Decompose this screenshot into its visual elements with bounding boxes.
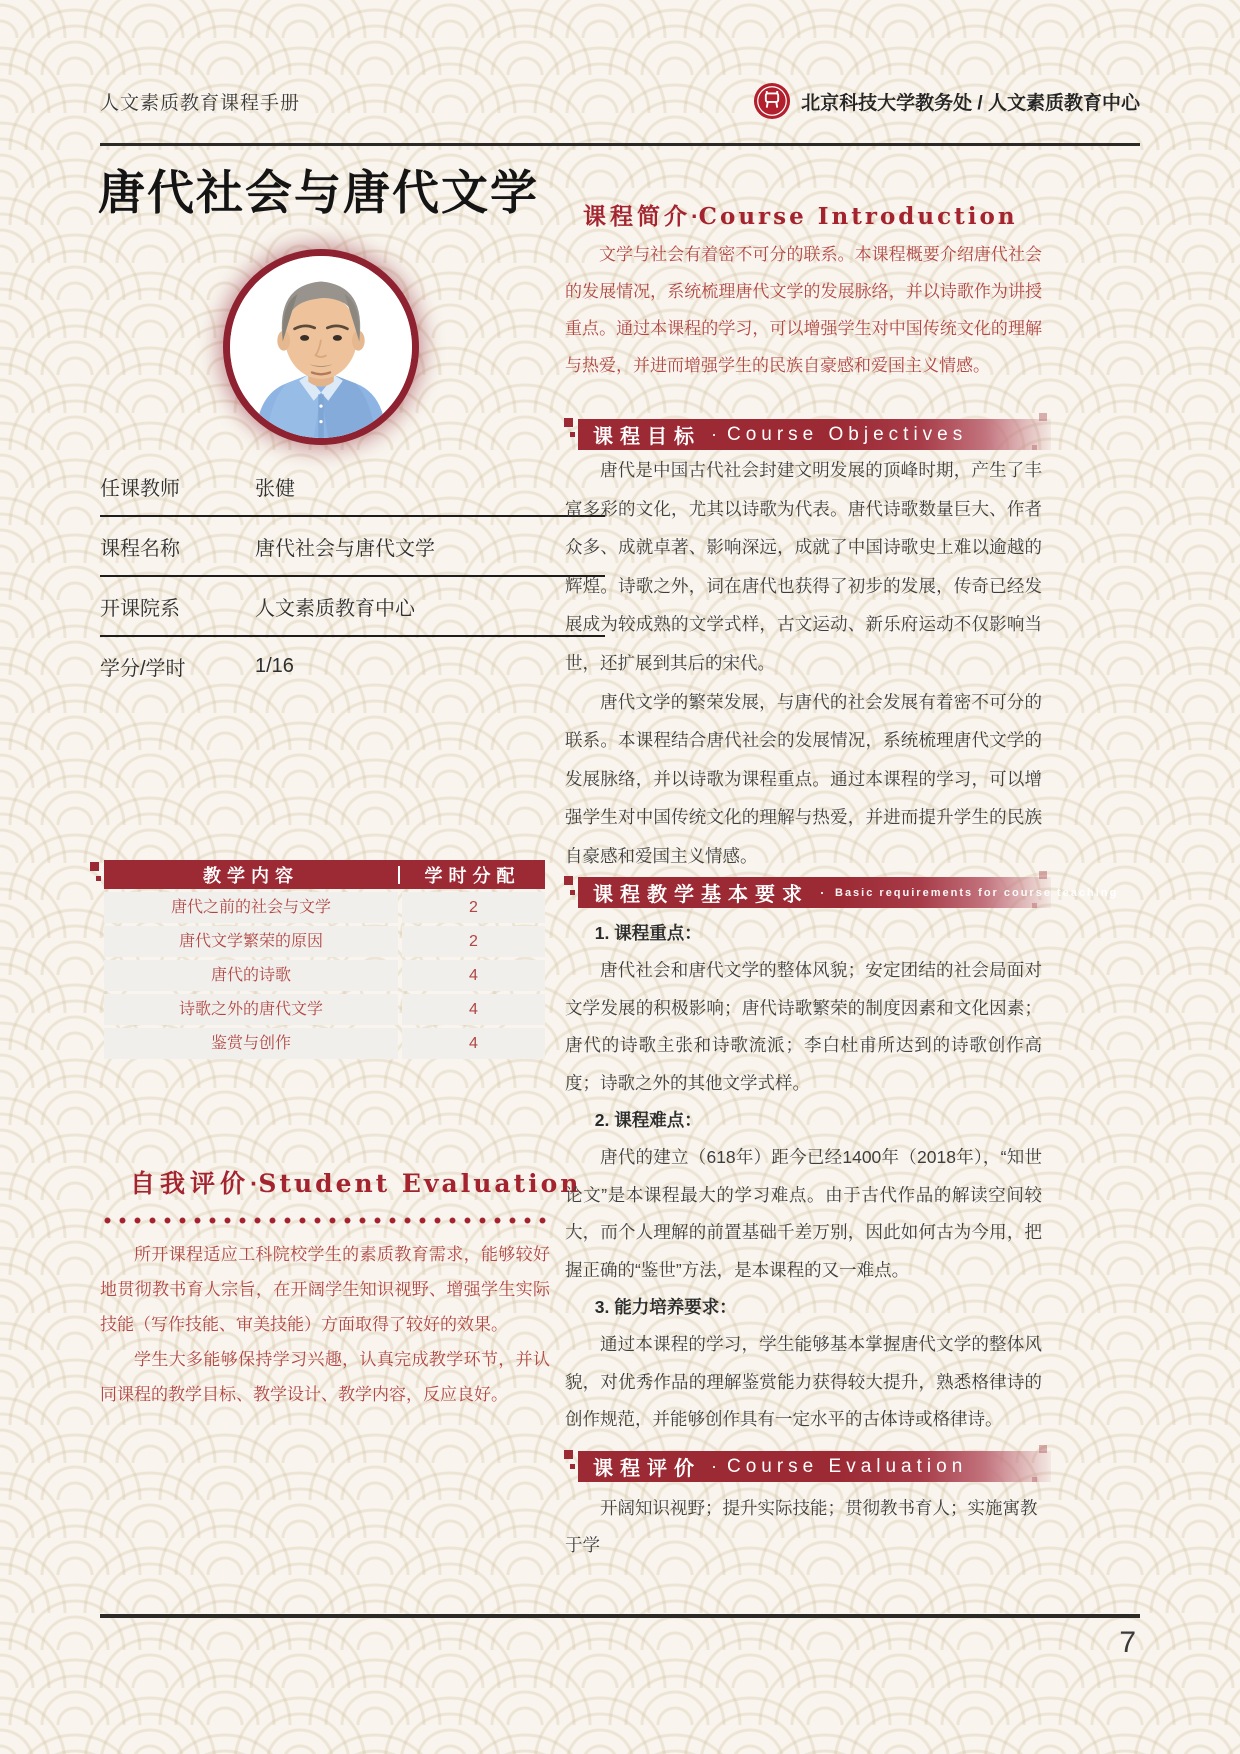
basic-requirements-text [565,915,1042,1439]
handbook-title: 人文素质教育课程手册 [100,92,301,114]
hours-cell: 4 [402,1028,545,1059]
info-row-course-name [100,517,605,577]
course-objectives-banner [578,419,1051,450]
dotted-divider [100,1217,550,1224]
banner-dot: · [711,1456,717,1476]
info-value: 人文素质教育中心 [255,597,415,620]
paragraph: 开阔知识视野；提升实际技能；贯彻教书育人；实施寓教于学 [565,1498,1038,1555]
topic-cell: 唐代之前的社会与文学 [104,892,398,923]
paragraph: 文学与社会有着密不可分的联系。本课程概要介绍唐代社会的发展情况，系统梳理唐代文学的发展脉络，并以诗歌作为讲授重点。通过本课程的学习，可以增强学生对中国传统文化的理解与热爱，并进而增强学生的民族自豪感和爱国主义情感。 [565,245,1042,375]
org-title: 北京科技大学教务处 / 人文素质教育中心 [801,92,1140,114]
heading-dot: · [691,203,699,229]
info-label: 任课教师 [100,477,180,500]
hours-cell: 4 [402,994,545,1025]
info-label: 学分/学时 [100,657,186,680]
schedule-col-content: 教学内容 [203,865,299,886]
footer-divider [100,1614,1140,1618]
table-row [104,960,545,991]
banner-en: Course Evaluation [727,1455,968,1477]
info-row-teacher [100,457,605,517]
info-value: 唐代社会与唐代文学 [255,537,435,560]
info-value: 张健 [255,477,295,500]
page-header [100,76,1140,126]
banner-dot: · [819,882,825,902]
heading-en: Course Introduction [698,203,1018,230]
paragraph: 学生大多能够保持学习兴趣，认真完成教学环节，并认同课程的教学目标、教学设计、教学内容，反应良好。 [100,1350,550,1404]
course-objectives-text [565,451,1042,876]
banner-en: Basic requirements for course teaching [835,886,1119,899]
heading-en: Student Evaluation [258,1169,582,1198]
info-value: 1/16 [255,654,294,677]
instructor-portrait [230,256,412,438]
instructor-photo [214,240,428,454]
paragraph: 唐代是中国古代社会封建文明发展的顶峰时期，产生了丰富多彩的文化，尤其以诗歌为代表。唐代诗歌数量巨大、作者众多、成就卓著、影响深远，成就了中国诗歌史上难以逾越的辉煌。诗歌之外，词在唐代也获得了初步的发展，传奇已经发展成为较成熟的文学式样，古文运动、新乐府运动不仅影响当世，还扩展到其后的宋代。 [565,460,1042,673]
requirement-heading: 3. 能力培养要求： [594,1297,737,1318]
instructor-photo-frame [230,256,412,438]
ustb-seal-icon [753,82,791,120]
course-introduction-text [565,236,1042,384]
course-info-table [100,457,605,695]
hours-cell: 4 [402,960,545,991]
requirement-body: 唐代社会和唐代文学的整体风貌；安定团结的社会局面对文学发展的积极影响；唐代诗歌繁荣的制度因素和文化因素；唐代的诗歌主张和诗歌流派；李白杜甫所达到的诗歌创作高度；诗歌之外的其他文学式样。 [565,960,1042,1093]
heading-zh: 课程简介 [583,203,691,229]
requirement-heading: 2. 课程难点： [594,1110,702,1131]
pixel-decor [1039,871,1047,879]
banner-zh: 课程教学基本要求 [593,884,809,906]
hours-cell: 2 [402,926,545,957]
basic-requirements-banner [578,877,1119,908]
page-number: 7 [1119,1626,1136,1659]
requirement-body: 通过本课程的学习，学生能够基本掌握唐代文学的整体风貌，对优秀作品的理解鉴赏能力获得较大提升，熟悉格律诗的创作规范，并能够创作具有一定水平的古体诗或格律诗。 [565,1334,1042,1430]
paragraph: 唐代文学的繁荣发展，与唐代的社会发展有着密不可分的联系。本课程结合唐代社会的发展情况，系统梳理唐代文学的发展脉络，并以诗歌为课程重点。通过本课程的学习，可以增强学生对中国传统文化的理解与热爱，并进而提升学生的民族自豪感和爱国主义情感。 [565,691,1042,866]
pixel-decor [1032,903,1037,908]
info-row-credits [100,637,605,695]
topic-cell: 诗歌之外的唐代文学 [104,994,398,1025]
topic-cell: 唐代的诗歌 [104,960,398,991]
banner-en: Course Objectives [727,423,968,445]
pixel-decor [1032,445,1037,450]
table-row [104,1028,545,1059]
course-evaluation-text [565,1490,1042,1564]
teaching-schedule-table [104,860,545,1059]
paragraph: 所开课程适应工科院校学生的素质教育需求，能够较好地贯彻教书育人宗旨，在开阔学生知识视野、增强学生实际技能（写作技能、审美技能）方面取得了较好的效果。 [100,1245,550,1334]
hours-cell: 2 [402,892,545,923]
self-evaluation-heading [130,1164,582,1200]
pixel-decor [1039,413,1047,421]
banner-dot: · [711,424,717,444]
topic-cell: 唐代文学繁荣的原因 [104,926,398,957]
course-evaluation-banner [578,1451,1051,1482]
table-row [104,926,545,957]
info-label: 开课院系 [100,597,180,620]
info-label: 课程名称 [100,537,180,560]
pixel-decor [1039,1445,1047,1453]
schedule-header-row [104,860,545,889]
header-org [753,82,1140,120]
course-introduction-heading [583,198,1018,231]
requirement-body: 唐代的建立（618年）距今已经1400年（2018年），“知世论文”是本课程最大的学习难点。由于古代作品的解读空间较大，而个人理解的前置基础千差万别，因此如何古为今用，把握正确的“鉴世”方法，是本课程的又一难点。 [565,1147,1042,1280]
schedule-col-hours: 学时分配 [424,865,521,886]
table-row [104,994,545,1025]
banner-zh: 课程目标 [593,426,701,448]
heading-dot: · [250,1170,259,1198]
requirement-heading: 1. 课程重点： [594,923,702,943]
header-divider [100,143,1140,146]
banner-zh: 课程评价 [593,1458,701,1480]
course-title: 唐代社会与唐代文学 [98,166,539,219]
info-row-department [100,577,605,637]
topic-cell: 鉴赏与创作 [104,1028,398,1059]
pixel-decor [1032,1477,1037,1482]
self-evaluation-text [100,1237,550,1412]
table-row [104,892,545,923]
heading-zh: 自我评价 [130,1170,251,1198]
